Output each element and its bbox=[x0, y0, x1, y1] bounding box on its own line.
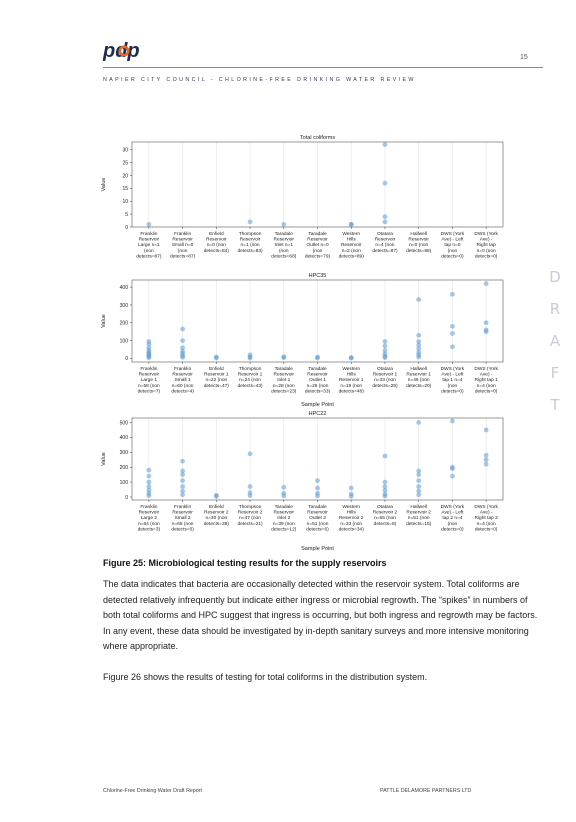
x-tick-label: Enfield Reservoir n=0 (non detects=84) bbox=[203, 232, 229, 254]
x-tick-label: Hallwell Reservoir 2 n=51 (non detects=15) bbox=[406, 505, 432, 527]
footer-company-name: PATTLE DELAMORE PARTNERS LTD bbox=[380, 788, 472, 794]
data-point bbox=[281, 355, 286, 360]
data-point bbox=[484, 320, 489, 325]
data-point bbox=[416, 333, 421, 338]
x-tick-label: Taradale Reservoir Inlet n=1 (non detects=68) bbox=[271, 232, 297, 260]
data-point bbox=[180, 355, 185, 360]
data-point bbox=[416, 297, 421, 302]
y-tick-label: 0 bbox=[125, 224, 128, 231]
body-paragraph: The data indicates that bacteria are occasionally detected within the reservoir system. Total coliforms are detected relatively infrequently but indicate either ingress or microbial regrowth. The “spikes” in numbers of both total coliforms and HPC suggest that ingress is occurring, but both ingress and regrowth may be factors. In any event, these data should be investigated by in-depth sanitary surveys and more intensive monitoring where appropriate. bbox=[103, 579, 538, 651]
y-tick-label: 400 bbox=[119, 284, 128, 291]
data-point bbox=[248, 493, 253, 498]
chart-total-coliforms bbox=[95, 130, 515, 268]
data-point bbox=[248, 356, 253, 361]
data-point bbox=[383, 344, 388, 349]
x-tick-label: Franklin Reservoir Large n=1 (non detects=87) bbox=[136, 232, 162, 260]
y-tick-label: 100 bbox=[119, 479, 128, 486]
logo-text: pdp bbox=[103, 40, 140, 62]
data-point bbox=[281, 222, 286, 227]
x-tick-label: Taradale Reservoir Inlet 1 n=28 (non detects=23) bbox=[271, 367, 297, 395]
chart-hpc22 bbox=[95, 406, 515, 552]
y-tick-label: 30 bbox=[122, 147, 128, 154]
data-point bbox=[180, 478, 185, 483]
data-point bbox=[416, 484, 421, 489]
chart-title: HPC35 bbox=[308, 273, 327, 279]
data-point bbox=[450, 324, 455, 329]
data-point bbox=[416, 492, 421, 497]
y-tick-label: 400 bbox=[119, 435, 128, 442]
data-point bbox=[180, 492, 185, 497]
figure-caption: Figure 25: Microbiological testing results for the supply reservoirs bbox=[103, 558, 387, 568]
data-point bbox=[146, 468, 151, 473]
data-point bbox=[484, 453, 489, 458]
y-tick-label: 200 bbox=[119, 320, 128, 327]
data-point bbox=[484, 281, 489, 286]
y-axis-label: Value bbox=[101, 452, 107, 466]
x-tick-label: Western Hills Reservoir 1 n=19 (non detects=48) bbox=[338, 367, 364, 395]
data-point bbox=[383, 214, 388, 219]
y-tick-label: 15 bbox=[122, 186, 128, 193]
x-tick-label: Otatara Reservoir 1 n=33 (non detects=29) bbox=[372, 367, 398, 389]
x-tick-label: Otatara Reservoir n=4 (non detects=87) bbox=[372, 232, 398, 254]
data-point bbox=[383, 355, 388, 360]
data-point bbox=[416, 478, 421, 483]
data-point bbox=[349, 356, 354, 361]
body-paragraph: Figure 26 shows the results of testing for total coliforms in the distribution system. bbox=[103, 672, 428, 682]
data-point bbox=[383, 494, 388, 499]
y-tick-label: 10 bbox=[122, 199, 128, 206]
data-point bbox=[180, 459, 185, 464]
data-point bbox=[416, 420, 421, 425]
chart-title: HPC22 bbox=[308, 411, 327, 417]
data-point bbox=[180, 327, 185, 332]
x-tick-label: Hallwell Reservoir 1 n=46 (non detects=20) bbox=[406, 367, 432, 389]
data-point bbox=[146, 493, 151, 498]
x-tick-label: DWS (York Ave) - Left tap 1 n=4 (non detects=0) bbox=[440, 367, 465, 395]
y-tick-label: 0 bbox=[125, 494, 128, 501]
x-tick-label: Enfield Reservoir 1 n=22 (non detects=47) bbox=[203, 367, 229, 389]
data-point bbox=[315, 486, 320, 491]
x-tick-label: Franklin Reservoir Large 2 n=64 (non detects=3) bbox=[137, 505, 161, 533]
x-tick-label: Franklin Reservoir Small 2 n=65 (non detects=0) bbox=[171, 505, 194, 533]
data-point bbox=[383, 181, 388, 186]
data-point bbox=[349, 494, 354, 499]
y-tick-label: 500 bbox=[119, 420, 128, 427]
chart-hpc35 bbox=[95, 268, 515, 408]
data-point bbox=[450, 292, 455, 297]
x-tick-label: Thompson Reservoir 2 n=47 (non detects=21) bbox=[237, 505, 263, 527]
y-tick-label: 300 bbox=[119, 302, 128, 309]
chart-title: Total coliforms bbox=[299, 135, 336, 141]
x-tick-label: Taradale Reservoir Outlet 1 n=26 (non detects=33) bbox=[304, 367, 331, 395]
data-point bbox=[450, 474, 455, 479]
data-point bbox=[450, 419, 455, 424]
y-tick-label: 100 bbox=[119, 338, 128, 345]
data-point bbox=[146, 474, 151, 479]
x-tick-label: Thompson Reservoir n=1 (non detects=83) bbox=[237, 232, 263, 254]
data-point bbox=[214, 356, 219, 361]
data-point bbox=[349, 486, 354, 491]
data-point bbox=[349, 222, 354, 227]
data-point bbox=[383, 480, 388, 485]
data-point bbox=[484, 428, 489, 433]
x-tick-label: DWS (York Ave) -Right tap 1 n=4 (non detects=0) bbox=[474, 367, 498, 395]
x-tick-label: Enfield Reservoir 2 n=30 (non detects=39) bbox=[203, 505, 229, 527]
y-tick-label: 300 bbox=[119, 450, 128, 457]
page-number: 15 bbox=[520, 54, 528, 61]
y-tick-label: 200 bbox=[119, 465, 128, 471]
header-rule bbox=[103, 67, 543, 68]
pdp-logo bbox=[103, 40, 147, 64]
draft-watermark-letter: A bbox=[549, 332, 561, 350]
y-axis-label: Value bbox=[101, 314, 107, 328]
draft-watermark-letter: R bbox=[549, 300, 561, 318]
data-point bbox=[146, 355, 151, 360]
data-point bbox=[180, 472, 185, 477]
data-point bbox=[146, 480, 151, 485]
y-tick-label: 20 bbox=[122, 173, 128, 180]
x-axis-label: Sample Point bbox=[301, 402, 334, 408]
x-tick-label: Franklin Reservoir Small 1 n=60 (non detects=4) bbox=[171, 367, 194, 395]
y-axis-label: Value bbox=[101, 177, 107, 192]
data-point bbox=[315, 493, 320, 498]
data-point bbox=[383, 219, 388, 224]
data-point bbox=[450, 466, 455, 471]
data-point bbox=[416, 472, 421, 477]
x-tick-label: Franklin Reservoir Large 1 n=58 (non detects=7) bbox=[137, 367, 161, 395]
draft-watermark-letter: D bbox=[549, 268, 561, 286]
data-point bbox=[383, 339, 388, 344]
y-tick-label: 0 bbox=[125, 356, 128, 363]
data-point bbox=[248, 484, 253, 489]
x-tick-label: DWS (York Ave) - Left tap n=0 (non detects=0) bbox=[440, 232, 465, 260]
data-point bbox=[484, 457, 489, 462]
data-point bbox=[383, 142, 388, 147]
x-tick-label: Hallwell Reservoir n=0 (non detects=88) bbox=[406, 232, 432, 254]
data-point bbox=[450, 344, 455, 349]
x-axis-label: Sample Point bbox=[301, 546, 334, 552]
x-tick-label: Western Hills Reservoir n=2 (non detects=89) bbox=[338, 232, 364, 260]
x-tick-label: DWS (York Ave) -Right tap 2 n=4 (non detects=0) bbox=[474, 505, 498, 533]
x-tick-label: Western Hills Reservoir 2 n=33 (non detects=34) bbox=[338, 505, 364, 533]
x-tick-label: Franklin Reservoir Small n=0 (non detects=87) bbox=[169, 232, 196, 260]
data-point bbox=[248, 451, 253, 456]
data-point bbox=[450, 331, 455, 336]
footer-report-title: Chlorine-Free Drinking Water Draft Report bbox=[103, 788, 203, 794]
data-point bbox=[180, 338, 185, 343]
x-tick-label: Otatara Reservoir 2 n=55 (non detects=8) bbox=[372, 505, 398, 527]
x-tick-label: Thompson Reservoir 1 n=24 (non detects=43) bbox=[237, 367, 263, 389]
x-tick-label: DWS (York Ave) -Right tap n=0 (non detects=0) bbox=[474, 232, 498, 260]
running-header: NAPIER CITY COUNCIL - CHLORINE-FREE DRINKING WATER REVIEW bbox=[103, 77, 416, 83]
data-point bbox=[180, 484, 185, 489]
data-point bbox=[146, 222, 151, 227]
data-point bbox=[315, 356, 320, 361]
y-tick-label: 25 bbox=[122, 160, 128, 167]
draft-watermark-letter: F bbox=[550, 364, 560, 382]
data-point bbox=[484, 462, 489, 467]
x-tick-label: Taradale Reservoir Outlet n=0 (non detects=79) bbox=[304, 232, 331, 260]
data-point bbox=[248, 219, 253, 224]
data-point bbox=[281, 485, 286, 490]
data-point bbox=[214, 494, 219, 499]
x-tick-label: DWS (York Ave) - Left tap 2 n=4 (non detects=0) bbox=[440, 505, 465, 533]
data-point bbox=[416, 355, 421, 360]
data-point bbox=[383, 454, 388, 459]
y-tick-label: 5 bbox=[125, 211, 128, 218]
data-point bbox=[484, 329, 489, 334]
draft-watermark-letter: T bbox=[550, 396, 560, 414]
x-tick-label: Taradale Reservoir Outlet 2 n=51 (non detects=6) bbox=[306, 505, 329, 533]
data-point bbox=[315, 478, 320, 483]
x-tick-label: Taradale Reservoir Inlet 2 n=39 (non detects=12) bbox=[271, 505, 297, 533]
data-point bbox=[281, 493, 286, 498]
